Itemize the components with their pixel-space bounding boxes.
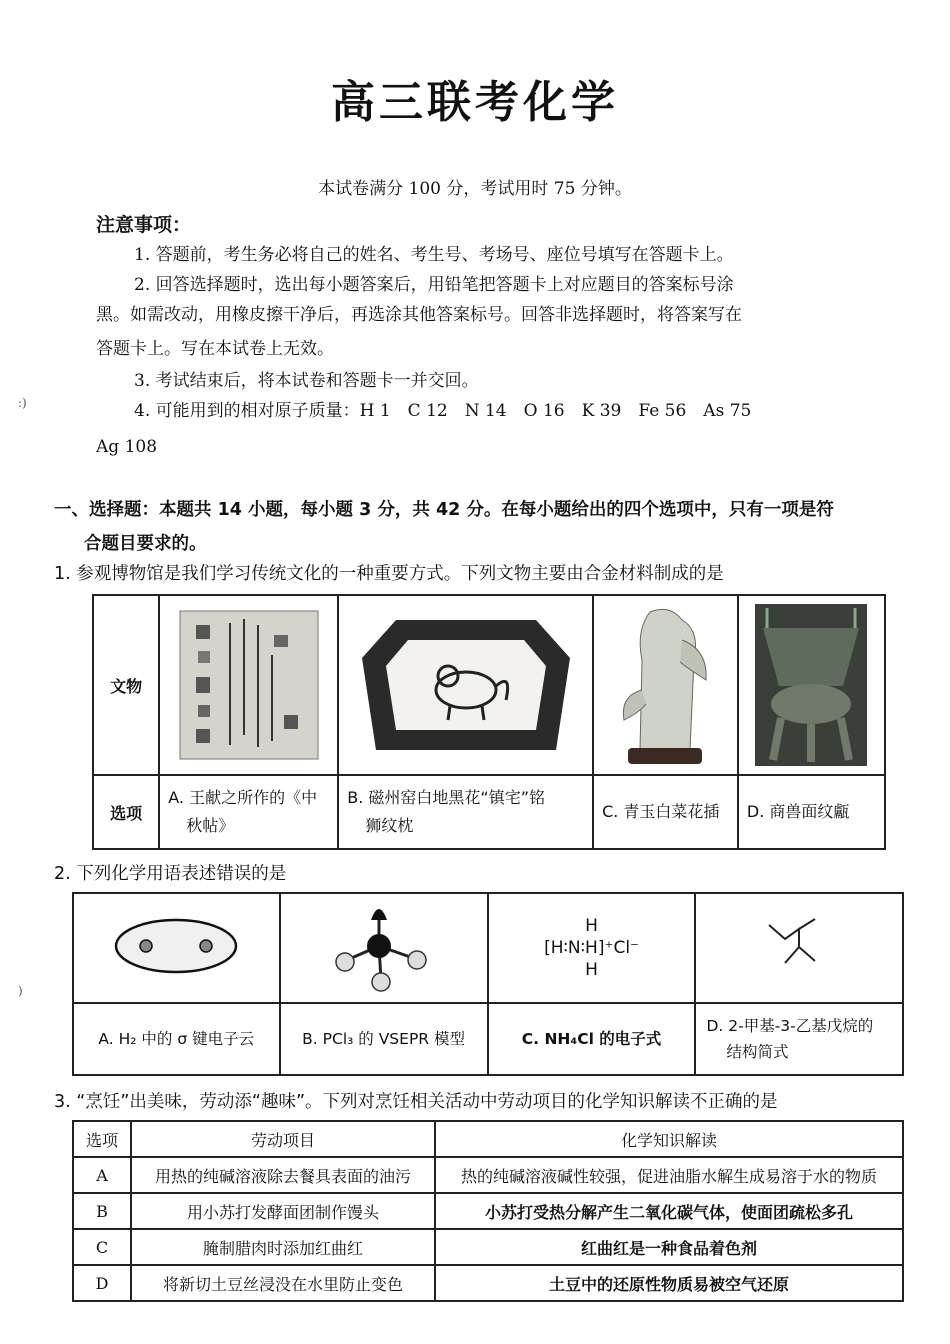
section-heading-line-1: 一、选择题：本题共 14 小题，每小题 3 分，共 42 分。在每小题给出的四个选项中，只有一项是符 — [54, 500, 834, 520]
notice-item-4-line-2: Ag 108 — [96, 437, 158, 457]
section-heading-line-2: 合题目要求的。 — [84, 534, 207, 554]
option-a — [159, 775, 338, 849]
option-b-line-1: B. 磁州窑白地黑花“镇宅”铭 — [347, 788, 545, 807]
margin-mark: :) — [18, 396, 27, 410]
question-3-table — [72, 1120, 904, 1302]
row-knowledge: 红曲红是一种食品着色剂 — [435, 1229, 903, 1265]
row-option: C — [73, 1229, 131, 1265]
row-option: B — [73, 1193, 131, 1229]
artifact-image-c — [593, 595, 738, 775]
header-knowledge: 化学知识解读 — [435, 1121, 903, 1157]
question-3-stem: 3. “烹饪”出美味，劳动添“趣味”。下列对烹饪相关活动中劳动项目的化学知识解读不正确的是 — [54, 1092, 778, 1112]
row-task: 将新切土豆丝浸没在水里防止变色 — [131, 1265, 435, 1301]
option-b-line-2: 狮纹枕 — [365, 816, 414, 835]
notice-item-2-line-1: 2. 回答选择题时，选出每小题答案后，用铅笔把答题卡上对应题目的答案标号涂 — [134, 275, 734, 295]
row-task: 用热的纯碱溶液除去餐具表面的油污 — [131, 1157, 435, 1193]
option-c: C. NH₄Cl 的电子式 — [488, 1003, 696, 1075]
question-2-stem: 2. 下列化学用语表述错误的是 — [54, 864, 287, 884]
header-task: 劳动项目 — [131, 1121, 435, 1157]
question-1-table — [92, 594, 886, 850]
header-option: 选项 — [73, 1121, 131, 1157]
row-option: A — [73, 1157, 131, 1193]
notice-item-3: 3. 考试结束后，将本试卷和答题卡一并交回。 — [134, 371, 479, 391]
option-b — [338, 775, 593, 849]
row-task: 用小苏打发酵面团制作馒头 — [131, 1193, 435, 1229]
vsepr-model-figure — [280, 893, 488, 1003]
exam-info: 本试卷满分 100 分，考试用时 75 分钟。 — [318, 179, 632, 199]
table-row — [73, 1229, 903, 1265]
sigma-bond-cloud-figure — [73, 893, 280, 1003]
skeletal-formula-figure — [695, 893, 903, 1003]
table-row — [73, 1193, 903, 1229]
exam-title: 高三联考化学 — [331, 77, 619, 128]
row-knowledge: 土豆中的还原性物质易被空气还原 — [435, 1265, 903, 1301]
artifact-image-b — [338, 595, 593, 775]
question-1-stem: 1. 参观博物馆是我们学习传统文化的一种重要方式。下列文物主要由合金材料制成的是 — [54, 564, 724, 584]
notice-item-4-line-1: 4. 可能用到的相对原子质量：H 1 C 12 N 14 O 16 K 39 Fe 56 As 75 — [134, 401, 752, 421]
table-row — [73, 1265, 903, 1301]
option-a-line-2: 秋帖》 — [186, 816, 235, 835]
lewis-bottom-h: H — [585, 960, 598, 980]
notice-item-2-line-2: 黑。如需改动，用橡皮擦干净后，再选涂其他答案标号。回答非选择题时，将答案写在 — [96, 305, 742, 325]
margin-mark: ) — [18, 984, 23, 998]
option-d — [695, 1003, 903, 1075]
row-label-option: 选项 — [93, 775, 159, 849]
notice-item-1: 1. 答题前，考生务必将自己的姓名、考生号、考场号、座位号填写在答题卡上。 — [134, 245, 734, 265]
option-d-line-2: 结构简式 — [726, 1043, 789, 1061]
option-d-line-1: D. 2-甲基-3-乙基戊烷的 — [706, 1017, 874, 1035]
option-a: A. H₂ 中的 σ 键电子云 — [73, 1003, 280, 1075]
lewis-top-h: H — [585, 916, 598, 936]
table-row — [73, 1157, 903, 1193]
option-c: C. 青玉白菜花插 — [593, 775, 738, 849]
option-a-line-1: A. 王献之所作的《中 — [168, 788, 318, 807]
question-2-table — [72, 892, 904, 1076]
row-label-artifact: 文物 — [93, 595, 159, 775]
row-knowledge: 热的纯碱溶液碱性较强，促进油脂水解生成易溶于水的物质 — [435, 1157, 903, 1193]
option-d: D. 商兽面纹甗 — [738, 775, 885, 849]
row-knowledge: 小苏打受热分解产生二氧化碳气体，使面团疏松多孔 — [435, 1193, 903, 1229]
row-option: D — [73, 1265, 131, 1301]
notice-item-2-line-3: 答题卡上。写在本试卷上无效。 — [96, 339, 334, 359]
row-task: 腌制腊肉时添加红曲红 — [131, 1229, 435, 1265]
lewis-middle: [H∶N∶H]⁺Cl⁻ — [544, 938, 640, 958]
electron-formula-figure — [488, 893, 696, 1003]
artifact-image-d — [738, 595, 885, 775]
artifact-image-a — [159, 595, 338, 775]
option-b: B. PCl₃ 的 VSEPR 模型 — [280, 1003, 488, 1075]
notice-heading: 注意事项： — [96, 214, 192, 236]
